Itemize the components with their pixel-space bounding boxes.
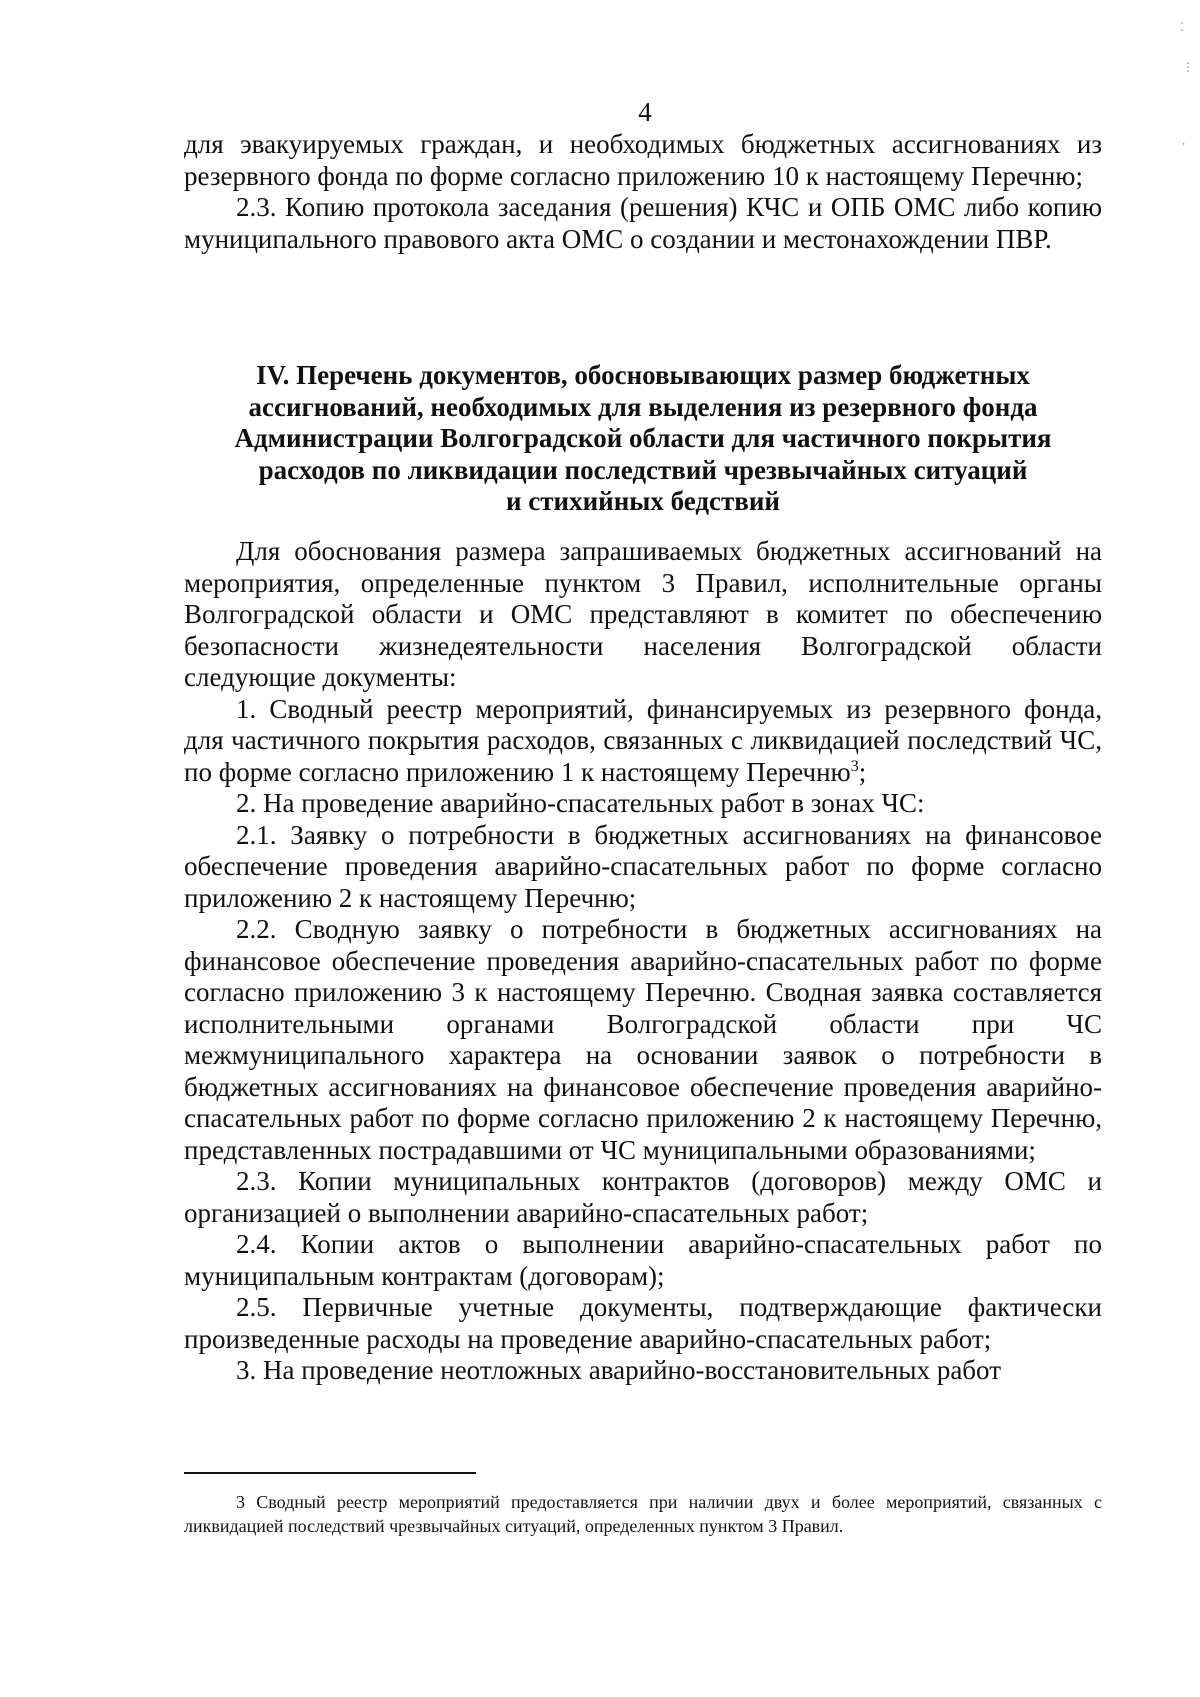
top-text [184,129,1102,255]
heading-line: расходов по ликвидации последствий чрезвычайных ситуаций [258,454,1028,485]
scan-mark: ⸱ [1182,137,1186,151]
heading-line: ассигнований, необходимых для выделения из резервного фонда [248,391,1038,422]
item-2-4: 2.4. Копии актов о выполнении аварийно-спасательных работ по муниципальным контрактам (договорам); [184,1229,1102,1291]
item-2: 2. На проведение аварийно-спасательных работ в зонах ЧС: [236,788,925,818]
heading-line: IV. Перечень документов, обосновывающих размер бюджетных [256,360,1030,390]
scan-mark: ⋮ [1182,60,1194,74]
item-2-5: 2.5. Первичные учетные документы, подтверждающие фактически произведенные расходы на проведение аварийно-спасательных работ; [184,1292,1102,1354]
item-2-1: 2.1. Заявку о потребности в бюджетных ассигнованиях на финансовое обеспечение проведения аварийно-спасательных работ по форме согласно приложению 2 к настоящему Перечню; [184,819,1102,913]
page-number: 4 [638,97,652,127]
scan-mark: ⁚ [1180,20,1184,34]
footnote-text: 3 Сводный реестр мероприятий предоставляется при наличии двух и более мероприятий, связанных с ликвидацией последствий чрезвычайных ситуаций, определенных пунктом 3 Правил. [184,1492,1102,1536]
item-2-2: 2.2. Сводную заявку о потребности в бюджетных ассигнованиях на финансовое обеспечение проведения аварийно-спасательных работ по форме согласно приложению 3 к настоящему Перечню. Сводная заявка составляется исполнительными органами Волгоградской области при ЧС межмуниципального характера на основании заявок о потребности в бюджетных ассигнованиях на финансовое обеспечение проведения аварийно-спасательных работ по форме согласно приложению 2 к настоящему Перечню, представленных пострадавшими от ЧС муниципальными образованиями; [184,914,1102,1165]
section-heading [184,360,1102,518]
item-2-3: 2.3. Копии муниципальных контрактов (договоров) между ОМС и организацией о выполнении аварийно-спасательных работ; [184,1166,1102,1228]
paragraph-2-3: 2.3. Копию протокола заседания (решения) КЧС и ОПБ ОМС либо копию муниципального правового акта ОМС о создании и местонахождении ПВР. [184,192,1102,254]
item-1-text: 1. Сводный реестр мероприятий, финансируемых из резервного фонда, для частичного покрытия расходов, связанных с ликвидацией последствий ЧС, по форме согласно приложению 1 к настоящему Перечню [184,693,1102,787]
intro-paragraph: Для обоснования размера запрашиваемых бюджетных ассигнований на мероприятия, определенные пунктом 3 Правил, исполнительные органы Волгоградской области и ОМС представляют в комитет по обеспечению безопасности жизнедеятельности населения Волгоградской области следующие документы: [184,536,1102,692]
item-1-end: ; [858,756,867,787]
paragraph-continuation: для эвакуируемых граждан, и необходимых бюджетных ассигнованиях из резервного фонда по форме согласно приложению 10 к настоящему Перечню; [184,129,1102,191]
footnote [184,1490,1102,1538]
footnote-ref: 3 [850,757,859,775]
heading-line: Администрации Волгоградской области для частичного покрытия [234,423,1052,453]
footnote-separator [184,1472,476,1474]
item-1 [184,694,1102,789]
heading-line: и стихийных бедствий [506,486,780,516]
item-3: 3. На проведение неотложных аварийно-восстановительных работ [236,1355,1001,1385]
main-text [184,536,1102,1387]
